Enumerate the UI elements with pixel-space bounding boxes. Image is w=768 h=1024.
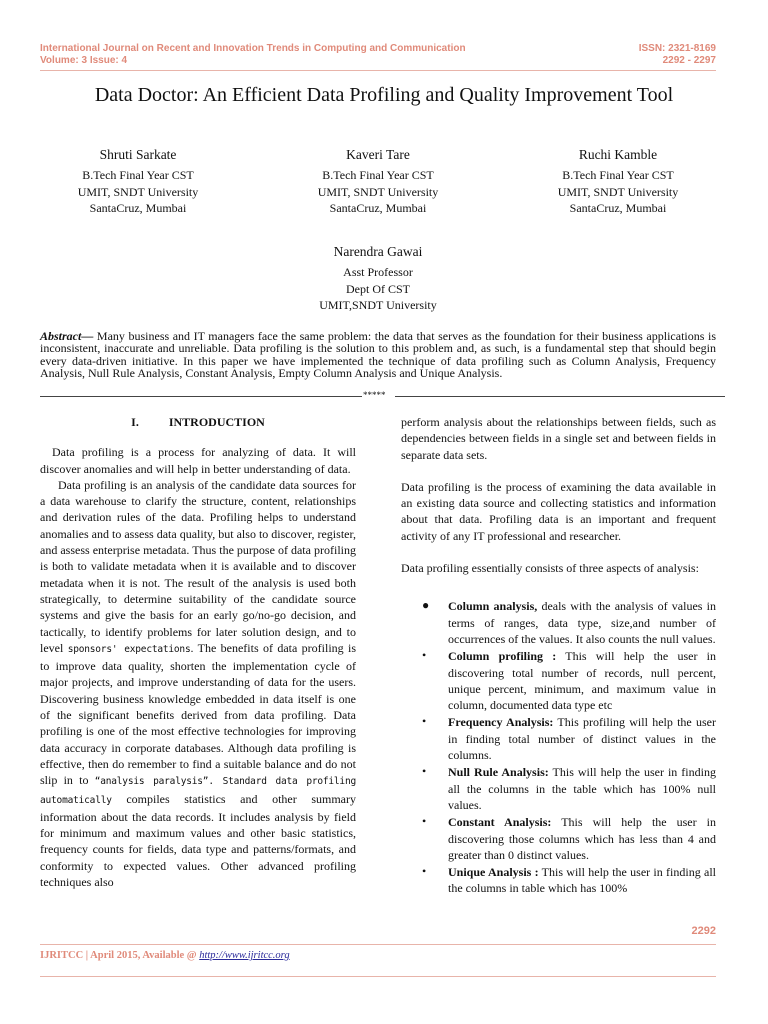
list-item: [401, 714, 716, 763]
paragraph: Data profiling is a process for analyzing of data. It will discover anomalies and will help in better understanding of data.: [40, 445, 356, 476]
list-item-term: Column profiling :: [448, 649, 557, 664]
list-item-text: This will help the user in discovering those columns which has less than 4 and greater than 0 distinct values.: [448, 815, 716, 862]
author-block: [528, 146, 708, 217]
list-item-text: This will help the user in finding all the columns in the table which has 100% null values.: [448, 765, 716, 812]
journal-header: [40, 43, 466, 67]
list-item: [401, 598, 716, 647]
separator-stars: *****: [363, 390, 386, 400]
author-block: [288, 146, 468, 217]
author-affiliation: SantaCruz, Mumbai: [89, 201, 187, 215]
paragraph: [40, 477, 356, 890]
right-column: [401, 414, 716, 898]
bullet-icon: ●: [422, 598, 430, 613]
left-column: [40, 414, 356, 890]
footer-bottom-rule: [40, 976, 716, 977]
journal-issn: ISSN: 2321-8169: [638, 43, 716, 54]
author-affiliation: B.Tech Final Year CST: [562, 168, 674, 182]
bullet-icon: •: [422, 714, 427, 729]
footer-citation: [40, 950, 290, 961]
section-number: I.: [131, 415, 139, 429]
paragraph-text: compiles statistics and other summary information about the data records. It includes analysis by field for minimum and maximum values and other basic statistics, frequency counts for fields, data type and patterns/formats, and conformity to expected values. Other advanced profiling techniques also: [40, 791, 356, 890]
author-name: Ruchi Kamble: [578, 147, 658, 162]
author-name: Narendra Gawai: [333, 244, 423, 259]
list-item: [401, 764, 716, 813]
author-affiliation: B.Tech Final Year CST: [82, 168, 194, 182]
list-item-term: Null Rule Analysis:: [448, 765, 549, 780]
author-block: [48, 146, 228, 217]
author-affiliation: SantaCruz, Mumbai: [329, 201, 427, 215]
abstract: [40, 330, 716, 380]
paper-title: Data Doctor: An Efficient Data Profiling and Quality Improvement Tool: [94, 84, 674, 106]
author-name: Kaveri Tare: [346, 147, 410, 162]
section-separator: [40, 391, 720, 403]
author-affiliation: UMIT,SNDT University: [319, 298, 437, 312]
section-heading: [40, 414, 356, 430]
author-affiliation: UMIT, SNDT University: [557, 184, 679, 199]
list-item-term: Frequency Analysis:: [448, 715, 554, 730]
author-affiliation: SantaCruz, Mumbai: [569, 201, 667, 215]
paragraph: perform analysis about the relationships between fields, such as dependencies between fields in a single set and between fields in separate data sets.: [401, 415, 716, 462]
section-title: INTRODUCTION: [168, 415, 265, 429]
list-item-term: Constant Analysis:: [448, 815, 552, 830]
list-item-term: Column analysis,: [448, 599, 538, 614]
footer-text: IJRITCC | April 2015, Available @: [40, 950, 200, 961]
separator-line: [395, 396, 725, 397]
list-item-term: Unique Analysis :: [448, 865, 539, 880]
list-item-text: deals with the analysis of values in terms of ranges, data type, size,and number of occurrences of the values. It also counts the null values.: [448, 599, 716, 646]
abstract-text: Many business and IT managers face the same problem: the data that serves as the foundation for their business applications is inconsistent, inaccurate and unreliable. Data profiling is the solution to this problem and, as such, is a fundamental step that should begin every data-driven initiative. In this paper we have implemented the technique of data profiling such as Column Analysis, Frequency Analysis, Null Rule Analysis, Constant Analysis, Empty Column Analysis and Unique Analysis.: [40, 329, 716, 381]
author-name: Shruti Sarkate: [99, 147, 177, 162]
header-rule: [40, 70, 716, 71]
journal-issn-block: [639, 43, 716, 67]
page-number: 2292: [691, 925, 716, 937]
list-item: [401, 814, 716, 863]
bullet-icon: •: [422, 814, 427, 829]
author-block: [288, 243, 468, 314]
bullet-list: [401, 598, 716, 896]
list-item: [401, 648, 716, 713]
journal-link[interactable]: http://www.ijritcc.org: [199, 950, 290, 961]
journal-name: International Journal on Recent and Innovation Trends in Computing and Communication: [40, 43, 466, 54]
bullet-icon: •: [422, 764, 427, 779]
abstract-label: Abstract—: [40, 329, 94, 343]
author-affiliation: UMIT, SNDT University: [317, 184, 439, 199]
paragraph-text: . The benefits of data profiling is to improve data quality, shorten the implementation cycle of major projects, and improve understanding of data for the users. Discovering business knowledge embedded in data itself is one of the significant benefits derived from data profiling. Data profiling is one of the most effective technologies for improving data accuracy in corporate databases. Although data profiling is effective, then do remember to find a suitable balance and do not slip in to: [40, 640, 357, 788]
author-affiliation: UMIT, SNDT University: [77, 184, 199, 199]
list-item-text: This will help the user in finding all the columns in table which has 100%: [448, 865, 716, 896]
paragraph-text: “analysis paralysis”. Standard data profiling automatically: [40, 776, 356, 806]
paragraph: Data profiling is the process of examining the data available in an existing data source and collecting statistics and information about that data. Profiling data is an important and frequent activity of any IT professional and researcher.: [401, 479, 716, 543]
author-affiliation: Asst Professor: [343, 265, 413, 279]
bullet-icon: •: [422, 648, 427, 663]
author-affiliation: B.Tech Final Year CST: [322, 168, 434, 182]
footer-rule: [40, 944, 716, 945]
separator-line: [40, 396, 362, 397]
bullet-icon: •: [422, 864, 427, 879]
paragraph-text: Data profiling is an analysis of the candidate data sources for a data warehouse to clarify the structure, content, relationships and derivation rules of the data. Profiling helps to understand anomalies and to assess data quality, but also to discover, register, and assess enterprise metadata. Thus the purpose of data profiling is both to validate metadata when it is available and to discover metadata when it is not. The result of the analysis is used both strategically, to determine suitability of the candidate source systems and give the basis for an early go/no-go decision, and tactically, to identify problems for later solution design, and to level: [40, 477, 356, 655]
author-affiliation: Dept Of CST: [346, 281, 410, 296]
list-item-text: This will help the user in discovering total number of records, null percent, unique percent, minimum, and maximum value in column, documented data type etc: [448, 649, 717, 713]
paragraph: Data profiling essentially consists of three aspects of analysis:: [401, 561, 699, 576]
list-item-text: This profiling will help the user in finding total number of distinct values in the columns.: [448, 715, 717, 763]
paragraph-text: sponsors' expectations: [67, 643, 191, 655]
list-item: [401, 864, 716, 897]
journal-pages: 2292 - 2297: [662, 55, 716, 66]
journal-volume: Volume: 3 Issue: 4: [40, 55, 128, 66]
